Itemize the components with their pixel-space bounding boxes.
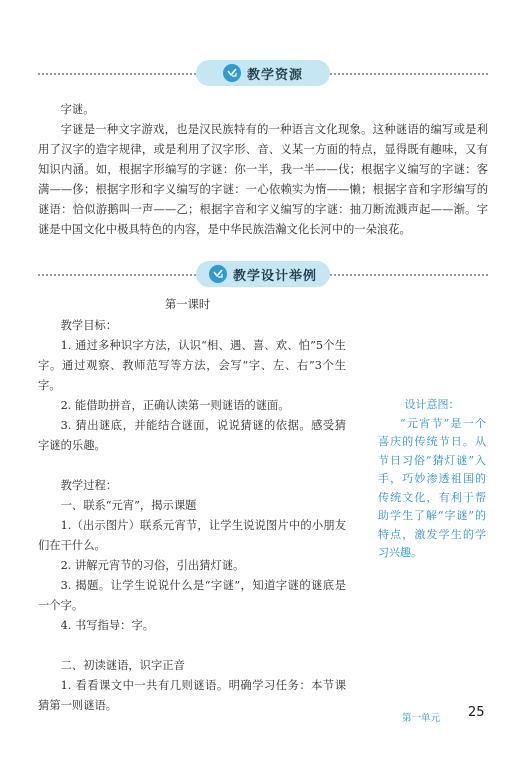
lesson-title: 第一课时 [165, 298, 211, 311]
page-number: 25 [468, 705, 485, 720]
lesson-body [38, 316, 346, 716]
resource-heading: 字谜。 [60, 103, 95, 116]
section-title: 教学资源 [246, 67, 303, 83]
process-label: 教学过程： [60, 479, 118, 492]
section-header-design [38, 261, 488, 289]
dotted-divider [38, 274, 196, 276]
dotted-divider [330, 73, 488, 75]
resource-paragraph: 字谜是一种文字游戏，也是汉民族特有的一种语言文化现象。这种谜语的编写或是利用了汉字的造字规律，或是利用了汉字形、音、义某一方面的特点，显得既有趣味，又有知识内涵。如，根据字形编写的字谜：你一半，我一半——伐；根据字义编写的字谜：客满——侈；根据字形和字义编写的字谜：一心依赖实为惰——懒；根据字音和字形编写的谜语：恰似游鹅叫一声——乙；根据字音和字义编写的字谜：抽刀断流溅声起——渐。字谜是中国文化中极具特色的内容，是中华民族浩瀚文化长河中的一朵浪花。 [38, 123, 488, 236]
goal-item: 1. 通过多种识字方法，认识“相、遇、喜、欢、怕”5个生字。通过观察、教师范写等方法，会写“字、左、右”3个生字。 [38, 339, 346, 392]
goals-label: 教学目标： [60, 319, 118, 332]
part-title: 一、联系“元宵”，揭示课题 [60, 499, 197, 512]
process-item: 3. 揭题。让学生说说什么是“字谜”，知道字谜的谜底是一个字。 [38, 579, 346, 612]
goal-item: 2. 能借助拼音，正确认读第一则谜语的谜面。 [60, 399, 290, 412]
section-pill [196, 261, 330, 287]
process-item: 2. 讲解元宵节的习俗，引出猜灯谜。 [60, 559, 245, 572]
process-item: 4. 书写指导：字。 [60, 619, 155, 632]
check-arrow-icon [209, 265, 227, 283]
resource-text [38, 100, 488, 240]
check-arrow-icon [223, 64, 241, 82]
note-body: “元宵节”是一个喜庆的传统节日。从节日习俗“猜灯谜”入手，巧妙渗透祖国的传统文化，有利于帮助学生了解“字谜”的特点，激发学生的学习兴趣。 [378, 416, 486, 559]
footer-unit: 第一单元 [402, 713, 441, 724]
design-intent-note [378, 396, 486, 563]
section-pill [196, 60, 330, 86]
dotted-divider [38, 73, 196, 75]
part-title: 二、初读谜语，识字正音 [60, 659, 185, 672]
note-title: 设计意图： [404, 398, 460, 411]
process-item: 1. 看看课文中一共有几则谜语。明确学习任务：本节课猜第一则谜语。 [38, 679, 346, 712]
goal-item: 3. 猜出谜底，并能结合谜面，说说猜谜的依据。感受猜字谜的乐趣。 [38, 419, 346, 452]
process-item: 1.（出示图片）联系元宵节，让学生说说图片中的小朋友们在干什么。 [38, 519, 346, 552]
dotted-divider [330, 274, 488, 276]
section-title: 教学设计举例 [232, 268, 317, 284]
section-header-resources [38, 60, 488, 88]
